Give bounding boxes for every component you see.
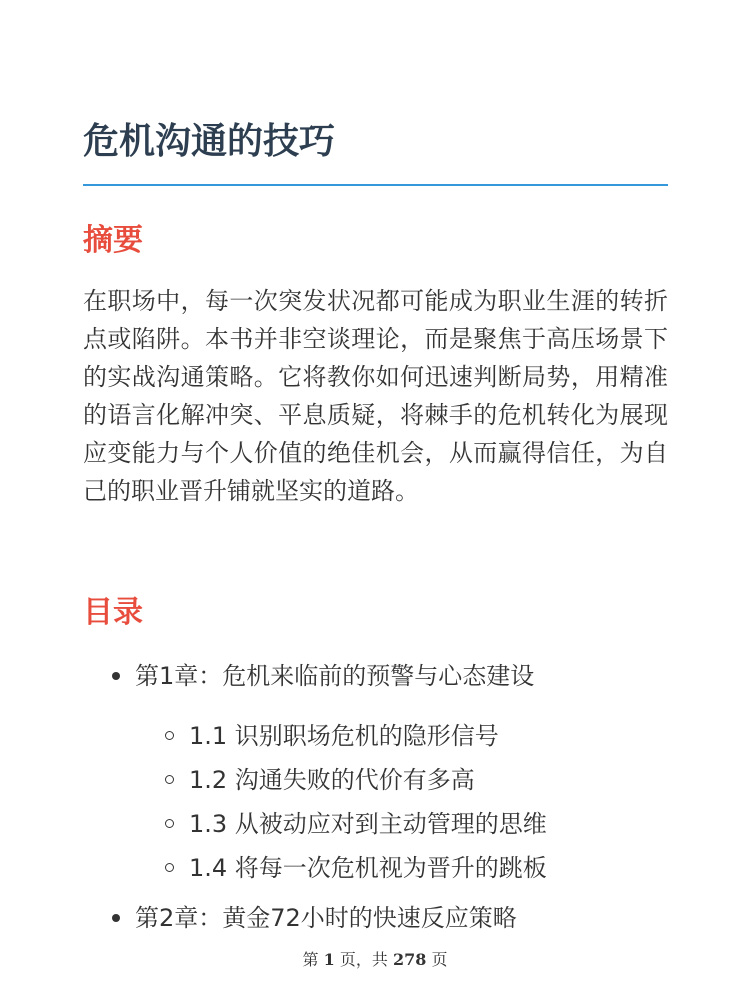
filled-bullet-icon: [112, 914, 120, 922]
toc-section-item: [135, 802, 668, 846]
toc-section-label: 1.3 从被动应对到主动管理的思维: [189, 810, 547, 838]
toc-section-item: [135, 714, 668, 758]
toc-heading: 目录: [83, 595, 143, 630]
current-page-number: 1: [323, 950, 335, 969]
toc-section-label: 1.2 沟通失败的代价有多高: [189, 766, 475, 794]
toc-section-item: [135, 846, 668, 890]
footer-suffix: 页: [431, 950, 448, 969]
abstract-heading: 摘要: [83, 223, 143, 258]
hollow-bullet-icon: [165, 731, 174, 740]
title-divider: [83, 184, 668, 186]
table-of-contents: [83, 656, 668, 938]
document-page: [83, 0, 668, 1000]
total-page-count: 278: [392, 950, 427, 969]
hollow-bullet-icon: [165, 819, 174, 828]
toc-section-label: 1.1 识别职场危机的隐形信号: [189, 722, 499, 750]
filled-bullet-icon: [112, 672, 120, 680]
book-title: 危机沟通的技巧: [83, 121, 336, 162]
toc-section-item: [135, 758, 668, 802]
toc-chapter-label: 第1章：危机来临前的预警与心态建设: [135, 662, 535, 690]
page-footer: [0, 948, 750, 972]
hollow-bullet-icon: [165, 863, 174, 872]
footer-middle: 页，共: [339, 950, 388, 969]
toc-section-label: 1.4 将每一次危机视为晋升的跳板: [189, 854, 547, 882]
toc-chapter-1-sections: [135, 714, 668, 890]
toc-chapter-2: [83, 898, 668, 938]
hollow-bullet-icon: [165, 775, 174, 784]
abstract-body: 在职场中，每一次突发状况都可能成为职业生涯的转折点或陷阱。本书并非空谈理论，而是聚焦于高压场景下的实战沟通策略。它将教你如何迅速判断局势，用精准的语言化解冲突、平息质疑，将棘手的危机转化为展现应变能力与个人价值的绝佳机会，从而赢得信任，为自己的职业晋升铺就坚实的道路。: [83, 287, 668, 505]
toc-chapter-1: [83, 656, 668, 890]
toc-chapter-label: 第2章：黄金72小时的快速反应策略: [135, 904, 517, 932]
footer-prefix: 第: [302, 950, 319, 969]
